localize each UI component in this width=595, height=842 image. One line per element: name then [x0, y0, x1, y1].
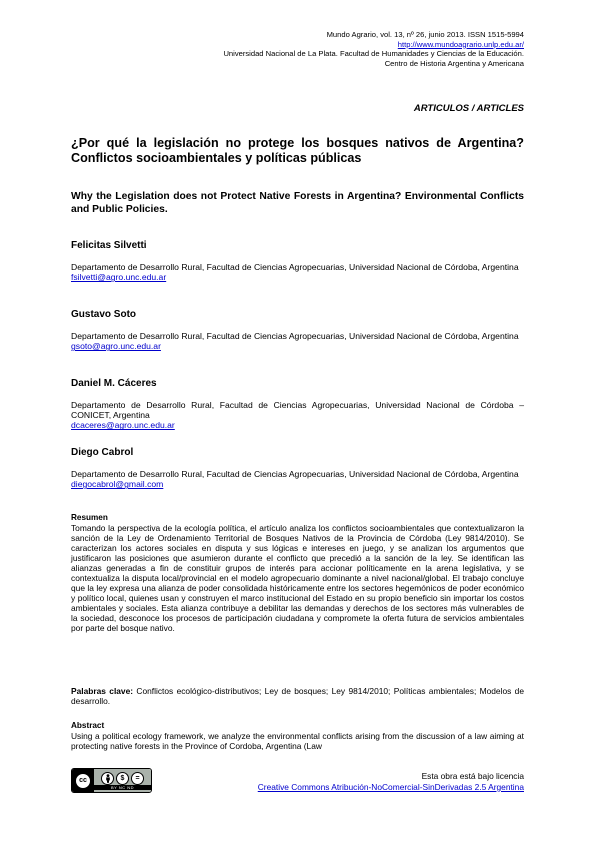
- author-email-link[interactable]: dcaceres@agro.unc.edu.ar: [71, 420, 175, 431]
- author-affiliation: Departamento de Desarrollo Rural, Facultad de Ciencias Agropecuarias, Universidad Nacional de Córdoba, Argentina: [71, 331, 519, 341]
- author-affiliation: Departamento de Desarrollo Rural, Facultad de Ciencias Agropecuarias, Universidad Nacional de Córdoba, Argentina: [71, 262, 519, 272]
- cc-icon: cc: [75, 773, 91, 789]
- author-block: [71, 240, 524, 283]
- license-icons: [94, 769, 151, 792]
- keywords-label: Palabras clave:: [71, 686, 134, 696]
- keywords-text: Conflictos ecológico-distributivos; Ley de bosques; Ley 9814/2010; Políticas ambientales; Modelos de desarrollo.: [71, 686, 524, 707]
- keywords: [71, 686, 524, 706]
- section-label: ARTICULOS / ARTICLES: [413, 103, 524, 114]
- author-email-link[interactable]: diegocabrol@gmail.com: [71, 479, 164, 490]
- university-line: Universidad Nacional de La Plata. Facultad de Humanidades y Ciencias de la Educación.: [223, 49, 524, 59]
- license-link[interactable]: Creative Commons Atribución-NoComercial-SinDerivadas 2.5 Argentina: [257, 782, 524, 792]
- author-affiliation: Departamento de Desarrollo Rural, Facultad de Ciencias Agropecuarias, Universidad Nacional de Córdoba, Argentina: [71, 469, 519, 479]
- journal-url-link[interactable]: http://www.mundoagrario.unlp.edu.ar/: [397, 39, 524, 49]
- center-line: Centro de Historia Argentina y Americana: [384, 58, 524, 68]
- article-title-spanish: ¿Por qué la legislación no protege los bosques nativos de Argentina? Conflictos socioambientales y políticas públicas: [71, 136, 524, 165]
- attribution-icon: [101, 772, 114, 785]
- license-badge-text: BY NC ND: [94, 785, 151, 790]
- journal-citation: Mundo Agrario, vol. 13, nº 26, junio 2013. ISSN 1515-5994: [326, 30, 524, 39]
- resumen-heading: Resumen: [71, 513, 108, 522]
- journal-header: [223, 30, 524, 68]
- noncommercial-icon: $: [116, 772, 129, 785]
- license-notice-line: Esta obra está bajo licencia: [421, 771, 524, 781]
- author-block: [71, 309, 524, 352]
- author-block: [71, 378, 524, 431]
- author-email-link[interactable]: fsilvetti@agro.unc.edu.ar: [71, 272, 167, 283]
- abstract-heading: Abstract: [71, 721, 105, 730]
- author-email-link[interactable]: gsoto@agro.unc.edu.ar: [71, 341, 161, 352]
- noderivatives-icon: =: [131, 772, 144, 785]
- author-affiliation: Departamento de Desarrollo Rural, Facultad de Ciencias Agropecuarias, Universidad Nacional de Córdoba – CONICET, Argentina: [71, 400, 524, 421]
- author-name: Gustavo Soto: [71, 309, 137, 320]
- author-name: Diego Cabrol: [71, 447, 134, 458]
- abstract-text: Using a political ecology framework, we analyze the environmental conflicts arising from the discussion of a law aiming at protecting native forests in the Province of Cordoba, Argentina (Law: [71, 731, 524, 752]
- cc-license-badge[interactable]: [71, 768, 152, 793]
- resumen-text: Tomando la perspectiva de la ecología política, el artículo analiza los conflictos socioambientales que contextualizaron la sanción de la Ley de Ordenamiento Territorial de Bosques Nativos de la Provincia de Córdoba (Ley 9814/2010). Se caracterizan los actores sociales en disputa y sus lógicas e intereses en juego, y se analizan los argumentos que justificaron las posiciones que asumieron durante el conflicto que precedió a la sanción de la ley. Se identifican las alianzas generadas a fin de constituir grupos de interés para accionar políticamente en la arena legislativa, y se contextualiza la disputa local/provincial en el modelo agropecuario dominante a nivel nacional/global. El trabajo concluye que la ley expresa una alianza de poder consolidada históricamente entre los sectores hegemónicos de poder económico y político local, quienes usan y construyen el marco institucional del Estado en su propio beneficio sin importar los costos ambientales y sociales. Esta alianza contribuye a debilitar las demandas y derechos de los sectores más vulnerables de la sociedad, desconoce los procesos de participación ciudadana y compromete la oferta futura de servicios ambientales por parte del bosque nativo.: [71, 523, 524, 634]
- author-name: Daniel M. Cáceres: [71, 378, 157, 389]
- author-block: [71, 447, 524, 490]
- cc-logo-area: [72, 769, 94, 792]
- license-notice: [258, 771, 524, 793]
- article-title-english: Why the Legislation does not Protect Native Forests in Argentina? Environmental Conflicts and Public Policies.: [71, 191, 524, 215]
- author-name: Felicitas Silvetti: [71, 240, 147, 251]
